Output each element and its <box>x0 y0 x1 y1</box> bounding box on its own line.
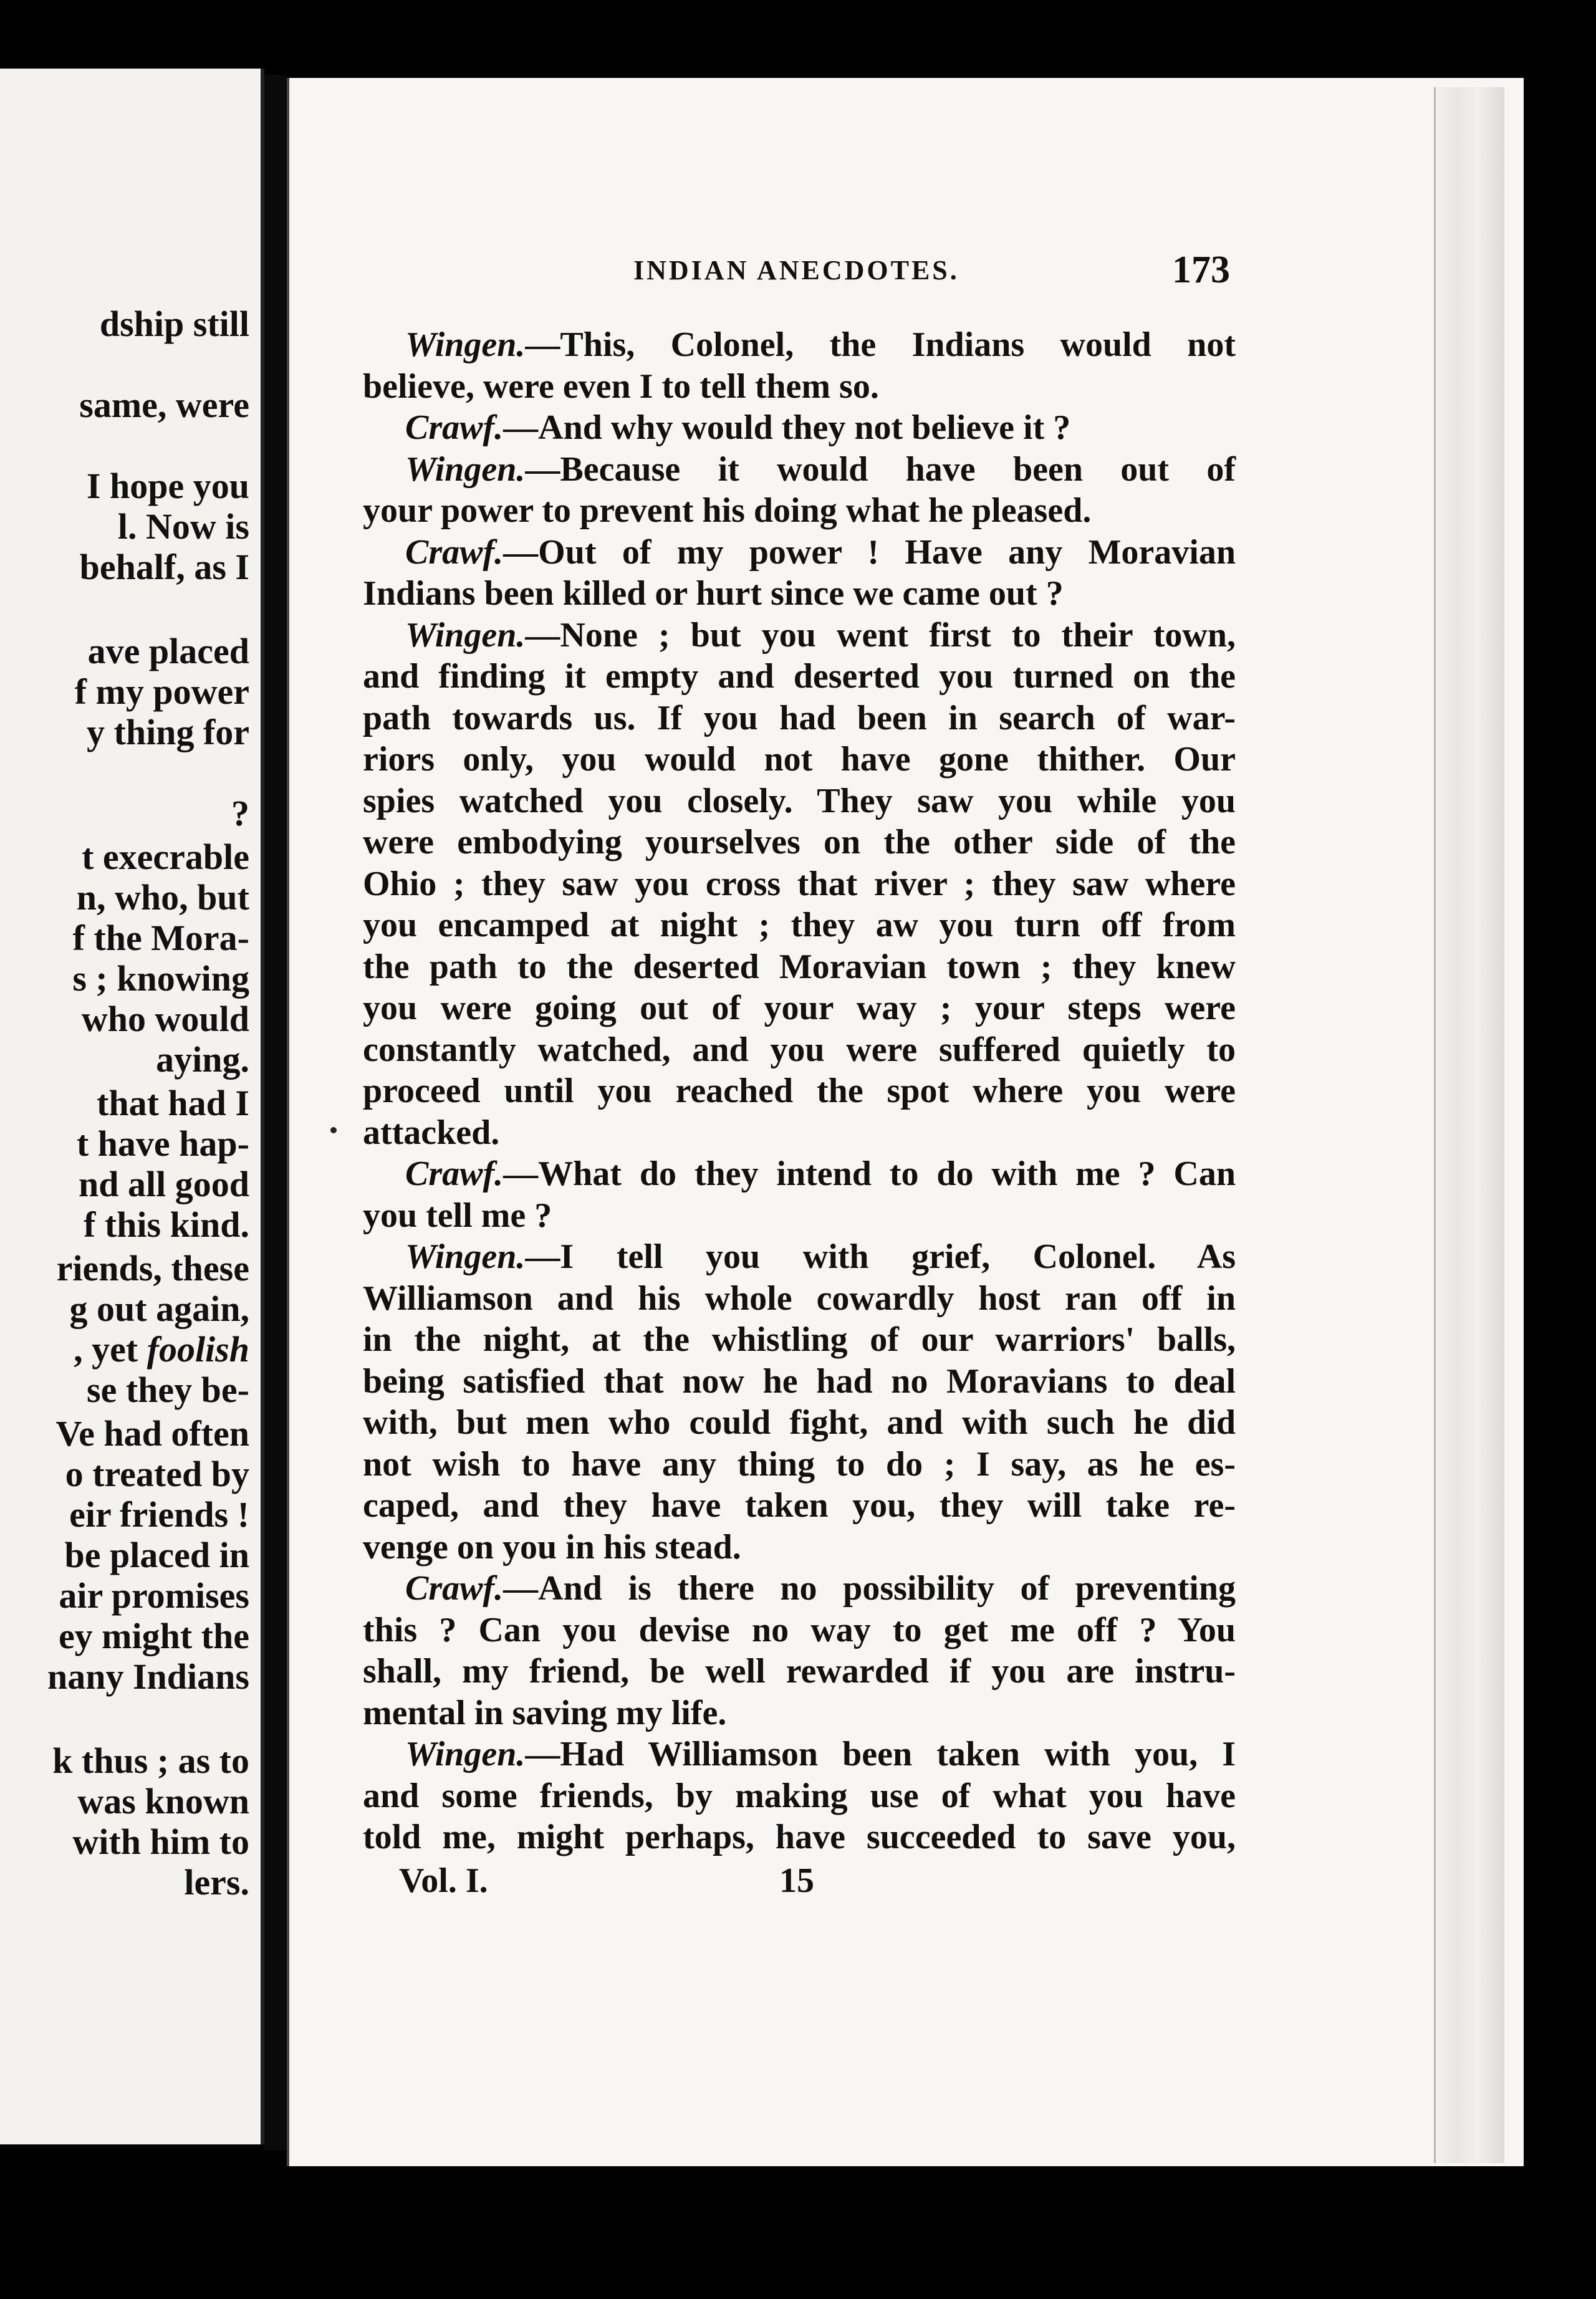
line-text: being satisfied that now he had no Moravians to deal <box>363 1361 1236 1401</box>
line-text: and finding it empty and deserted you turned on the <box>363 657 1236 696</box>
line-text: attacked. <box>363 1113 500 1152</box>
dialogue-text <box>363 324 1236 1858</box>
line-text: Williamson and his whole cowardly host ran off in <box>363 1279 1236 1318</box>
line-text: —What do they intend to do with me ? Can <box>503 1154 1236 1193</box>
speaker-name: Wingen. <box>405 1735 526 1773</box>
text-line <box>363 1817 1236 1858</box>
line-text: in the night, at the whistling of our warriors' balls, <box>363 1320 1236 1359</box>
facing-page-line: behalf, as I <box>79 547 249 587</box>
line-text: —I tell you with grief, Colonel. As <box>525 1237 1236 1276</box>
text-line <box>363 863 1236 905</box>
line-text: proceed until you reached the spot where you were <box>363 1072 1236 1110</box>
line-text: —This, Colonel, the Indians would not <box>525 325 1236 364</box>
speaker-name: Wingen. <box>405 1237 526 1276</box>
line-text: not wish to have any thing to do ; I say, as he es- <box>363 1444 1236 1484</box>
facing-page-line: who would <box>81 999 249 1039</box>
facing-page-line: y thing for <box>87 712 249 752</box>
line-text: with, but men who could fight, and with such he did <box>363 1403 1236 1442</box>
facing-page-line: that had I <box>97 1083 249 1123</box>
text-line <box>363 1153 1236 1195</box>
facing-page-line: Ve had often <box>55 1413 249 1454</box>
facing-page-line: g out again, <box>69 1289 249 1329</box>
line-text: venge on you in his stead. <box>363 1527 741 1567</box>
text-line <box>363 324 1236 366</box>
facing-page-line: s ; knowing <box>72 958 249 999</box>
speaker-name: Crawf. <box>405 532 504 572</box>
facing-page-line: lers. <box>184 1862 249 1903</box>
text-line <box>363 905 1236 946</box>
facing-page-line: ave placed <box>87 631 249 671</box>
facing-page-line: ey might the <box>58 1616 249 1656</box>
text-line <box>363 1651 1236 1692</box>
text-line <box>363 656 1236 698</box>
text-line <box>363 1195 1236 1237</box>
facing-page-line: with him to <box>72 1821 249 1862</box>
line-text: you encamped at night ; they aw you turn off from <box>363 906 1236 944</box>
facing-page-line: eir friends ! <box>69 1494 249 1535</box>
facing-page-line: t execrable <box>82 837 249 877</box>
text-line <box>363 1236 1236 1278</box>
text-line <box>363 573 1236 615</box>
running-header: INDIAN ANECDOTES. <box>633 255 959 286</box>
line-text: path towards us. If you had been in search of war- <box>363 698 1236 737</box>
line-text: you were going out of your way ; your steps were <box>363 989 1236 1027</box>
text-line <box>363 1775 1236 1817</box>
text-line <box>363 1278 1236 1320</box>
text-line <box>363 698 1236 739</box>
text-line <box>363 822 1236 863</box>
line-text: you tell me ? <box>363 1196 552 1235</box>
line-text: caped, and they have taken you, they will take re- <box>363 1486 1236 1525</box>
line-text: and some friends, by making use of what you have <box>363 1776 1236 1815</box>
text-line <box>363 780 1236 822</box>
facing-page-line: dship still <box>99 304 249 344</box>
line-text: —None ; but you went first to their town, <box>525 615 1236 655</box>
line-text: —Because it would have been out of <box>525 449 1236 489</box>
line-text: your power to prevent his doing what he pleased. <box>363 491 1092 530</box>
facing-page-line: aying. <box>156 1039 249 1080</box>
facing-page-line: f this kind. <box>84 1204 249 1245</box>
text-line <box>363 1692 1236 1734</box>
speaker-name: Crawf. <box>405 1154 504 1193</box>
page-number: 173 <box>1172 249 1230 291</box>
text-line <box>363 407 1236 449</box>
text-line <box>363 1485 1236 1527</box>
text-line <box>363 1112 1236 1154</box>
text-line <box>363 1361 1236 1403</box>
text-line <box>363 366 1236 408</box>
margin-mark <box>330 1127 337 1133</box>
line-text: mental in saving my life. <box>363 1693 727 1732</box>
text-line <box>363 1402 1236 1444</box>
facing-page-line: nany Indians <box>47 1656 249 1697</box>
facing-page-line: was known <box>77 1781 249 1821</box>
facing-page-line: se they be- <box>87 1370 249 1410</box>
text-line <box>363 739 1236 780</box>
facing-page-fragment <box>0 69 264 2144</box>
text-line <box>363 490 1236 532</box>
text-line <box>363 1610 1236 1651</box>
line-text: —And is there no possibility of preventing <box>503 1569 1236 1608</box>
speaker-name: Crawf. <box>405 1569 504 1608</box>
text-line <box>363 1734 1236 1775</box>
facing-page-line: k thus ; as to <box>52 1740 249 1781</box>
text-line <box>363 449 1236 491</box>
facing-page-line: f the Mora- <box>72 918 249 958</box>
speaker-name: Crawf. <box>405 408 504 447</box>
facing-page-line: f my power <box>74 671 249 712</box>
line-text: were embodying yourselves on the other side of the <box>363 823 1236 862</box>
line-text: told me, might perhaps, have succeeded to save you, <box>363 1818 1236 1856</box>
line-text: shall, my friend, be well rewarded if you are instru- <box>363 1652 1236 1691</box>
book-gutter <box>264 75 287 2151</box>
line-text: Indians been killed or hurt since we came out ? <box>363 574 1064 613</box>
facing-page-line: o treated by <box>65 1454 249 1494</box>
text-line <box>363 1029 1236 1071</box>
facing-page-line: I hope you <box>86 466 249 506</box>
speaker-name: Wingen. <box>405 615 526 655</box>
line-text: —Had Williamson been taken with you, I <box>525 1735 1236 1773</box>
volume-label: Vol. I. <box>399 1861 488 1900</box>
text-line <box>363 1070 1236 1112</box>
text-line <box>363 1444 1236 1485</box>
facing-page-line: n, who, but <box>76 877 249 918</box>
line-text: riors only, you would not have gone thither. Our <box>363 740 1236 779</box>
facing-page-line: nd all good <box>79 1164 249 1204</box>
text-line <box>363 615 1236 656</box>
text-line <box>363 1568 1236 1610</box>
text-line <box>363 987 1236 1029</box>
text-line <box>363 1527 1236 1568</box>
line-text: the path to the deserted Moravian town ; they knew <box>363 947 1236 986</box>
facing-page-line: t have hap- <box>76 1123 249 1164</box>
facing-page-line: riends, these <box>56 1248 249 1289</box>
speaker-name: Wingen. <box>405 325 526 364</box>
line-text: believe, were even I to tell them so. <box>363 367 879 406</box>
facing-page-line: , yet foolish <box>74 1329 249 1370</box>
line-text: this ? Can you devise no way to get me off ? You <box>363 1610 1236 1649</box>
facing-page-line: l. Now is <box>117 506 249 547</box>
facing-page-line: ? <box>231 793 249 833</box>
facing-page-line: air promises <box>59 1575 249 1616</box>
line-text: spies watched you closely. They saw you while you <box>363 781 1236 820</box>
facing-page-line: same, were <box>79 385 249 425</box>
page-edge <box>1434 87 1504 2163</box>
signature-mark: 15 <box>779 1861 814 1900</box>
line-text: —Out of my power ! Have any Moravian <box>503 532 1236 572</box>
speaker-name: Wingen. <box>405 449 526 489</box>
text-line <box>363 532 1236 574</box>
line-text: constantly watched, and you were suffered quietly to <box>363 1030 1236 1069</box>
line-text: Ohio ; they saw you cross that river ; they saw where <box>363 864 1236 903</box>
text-line <box>363 946 1236 988</box>
facing-page-line: be placed in <box>64 1535 249 1575</box>
line-text: —And why would they not believe it ? <box>503 408 1071 447</box>
text-line <box>363 1319 1236 1361</box>
